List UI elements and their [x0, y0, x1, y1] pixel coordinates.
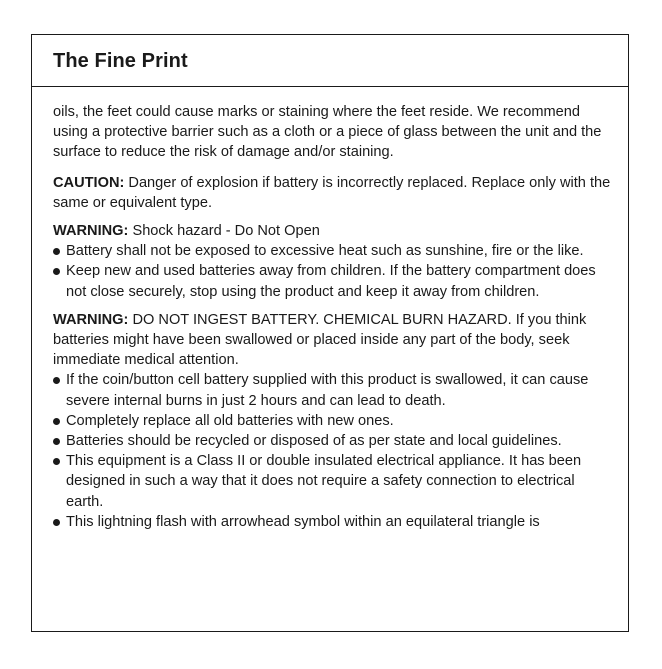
- intro-paragraph: oils, the feet could cause marks or staining where the feet reside. We recommend using a protective barrier such as a cloth or a piece of glass between the unit and the surface to reduce the risk of damage and/or staining.: [53, 104, 602, 161]
- shock-warning-list: [53, 241, 614, 302]
- list-item-text: Keep new and used batteries away from children. If the battery compartment does not close securely, stop using the product and keep it away from children.: [66, 263, 596, 300]
- list-item: [53, 431, 614, 451]
- bullet-icon: [53, 458, 60, 465]
- warning-shock-heading: [53, 221, 614, 241]
- panel-body: [32, 87, 628, 532]
- warning-text: DO NOT INGEST BATTERY. CHEMICAL BURN HAZARD. If you think batteries might have been swallowed or placed inside any part of the body, seek immediate medical attention.: [53, 311, 587, 369]
- bullet-icon: [53, 438, 60, 445]
- list-item-text: Completely replace all old batteries with new ones.: [66, 412, 394, 429]
- warning-label: WARNING:: [53, 223, 129, 240]
- bullet-icon: [53, 248, 60, 255]
- list-item: [53, 451, 614, 512]
- caution-paragraph: [53, 173, 614, 213]
- list-item-text: Battery shall not be exposed to excessive heat such as sunshine, fire or the like.: [66, 243, 584, 260]
- warning-text: Shock hazard - Do Not Open: [128, 223, 320, 240]
- caution-label: CAUTION:: [53, 174, 125, 191]
- list-item-text: This equipment is a Class II or double insulated electrical appliance. It has been designed in such a way that it does not require a safety connection to electrical earth.: [66, 453, 582, 510]
- list-item: [53, 512, 614, 532]
- warning-label: WARNING:: [53, 311, 129, 328]
- bullet-icon: [53, 519, 60, 526]
- list-item-text: This lightning flash with arrowhead symbol within an equilateral triangle is: [66, 513, 540, 530]
- battery-warning-list: [53, 370, 614, 532]
- page-title: The Fine Print: [53, 50, 188, 72]
- list-item-text: Batteries should be recycled or disposed of as per state and local guidelines.: [66, 433, 562, 450]
- list-item: [53, 370, 614, 410]
- panel-header: [32, 35, 628, 87]
- fine-print-panel: [31, 34, 629, 632]
- caution-text: Danger of explosion if battery is incorrectly replaced. Replace only with the same or equivalent type.: [53, 174, 611, 211]
- list-item: [53, 241, 614, 261]
- warning-ingest-paragraph: [53, 310, 614, 371]
- bullet-icon: [53, 268, 60, 275]
- list-item: [53, 411, 614, 431]
- bullet-icon: [53, 418, 60, 425]
- bullet-icon: [53, 377, 60, 384]
- list-item-text: If the coin/button cell battery supplied with this product is swallowed, it can cause severe internal burns in just 2 hours and can lead to death.: [66, 372, 589, 409]
- list-item: [53, 261, 614, 301]
